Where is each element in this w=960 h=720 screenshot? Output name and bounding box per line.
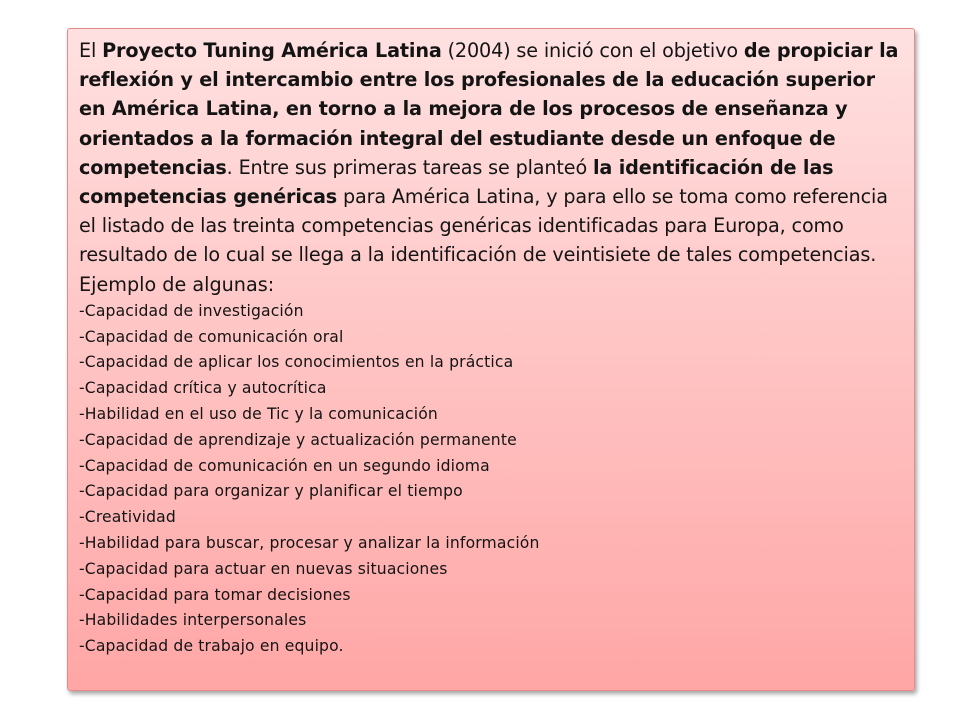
list-item: -Capacidad de comunicación en un segundo idioma (79, 456, 490, 475)
list-item: -Habilidades interpersonales (79, 611, 307, 630)
list-item: -Habilidad en el uso de Tic y la comunicación (79, 405, 438, 424)
content-text-box (67, 28, 915, 691)
intro-text-3: . Entre sus primeras tareas se planteó (226, 155, 593, 179)
intro-text-1: El (79, 39, 103, 62)
list-item: -Capacidad para actuar en nuevas situaciones (79, 559, 448, 578)
list-item: -Capacidad de aprendizaje y actualización permanente (79, 430, 517, 449)
list-item: -Capacidad de investigación (79, 301, 304, 320)
list-item: -Capacidad de trabajo en equipo. (79, 637, 344, 656)
list-item: -Capacidad para organizar y planificar el tiempo (79, 482, 463, 501)
list-item: -Habilidad para buscar, procesar y analizar la información (79, 534, 540, 552)
list-item: -Capacidad de comunicación oral (79, 327, 344, 346)
intro-generic-competencies: la identificación de las competencias genéricas (79, 155, 834, 209)
examples-heading: Ejemplo de algunas: (79, 272, 275, 296)
intro-text-4: para América Latina, y para ello se toma como referencia el listado de las treinta competencias genéricas identificadas para Europa, como resultado de lo cual se llega a la identificación de veintisiete de tales competencias. (79, 185, 888, 267)
competencies-list (79, 299, 904, 660)
list-item: -Creatividad (79, 508, 176, 527)
list-item: -Capacidad de aplicar los conocimientos en la práctica (79, 353, 514, 372)
intro-objective: de propiciar la reflexión y el intercambio entre los profesionales de la educación superior en América Latina, en torno a la mejora de los procesos de enseñanza y orientados a la formación integral del estudiante desde un enfoque de competencias (79, 39, 899, 179)
intro-text-2: (2004) se inició con el objetivo (441, 39, 744, 62)
list-item: -Capacidad crítica y autocrítica (79, 379, 327, 398)
intro-project-name: Proyecto Tuning América Latina (102, 39, 442, 62)
list-item: -Capacidad para tomar decisiones (79, 585, 351, 604)
intro-paragraph (79, 36, 904, 270)
